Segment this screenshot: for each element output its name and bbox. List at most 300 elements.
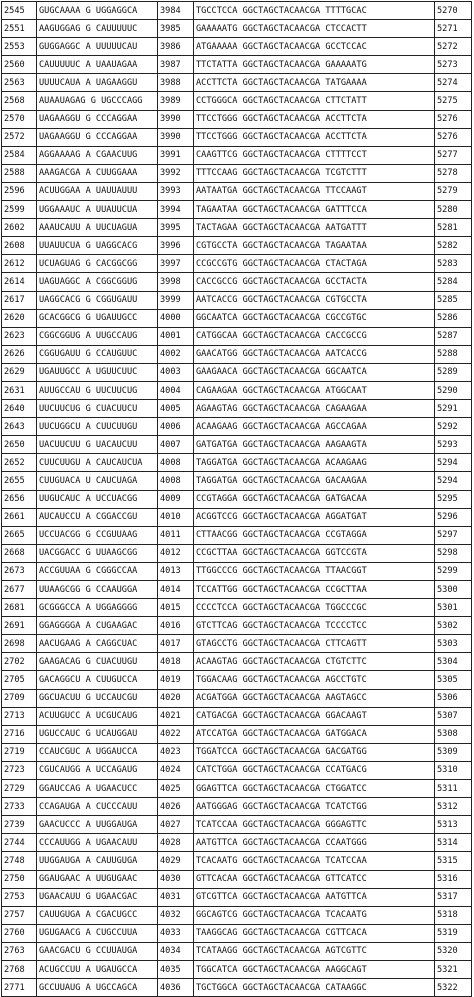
seq-id-cell: 3995 [158, 219, 194, 237]
enzyme-seq-id-cell: 5271 [435, 20, 472, 38]
table-row [2, 255, 472, 273]
site-position-cell: 2568 [2, 92, 37, 110]
enzyme-sequence-cell: CACCGCCG GGCTAGCTACAACGA GCCTACTA [194, 273, 435, 291]
enzyme-seq-id-cell: 5287 [435, 327, 472, 345]
table-row [2, 562, 472, 580]
site-position-cell: 2702 [2, 653, 37, 671]
table-row [2, 472, 472, 490]
enzyme-seq-id-cell: 5297 [435, 526, 472, 544]
seq-id-cell: 4006 [158, 418, 194, 436]
enzyme-seq-id-cell: 5275 [435, 92, 472, 110]
target-sequence-cell: ACUUGGAA A UAUUAUUU [37, 182, 158, 200]
target-sequence-cell: UUGUCAUC A UCCUACGG [37, 490, 158, 508]
seq-id-cell: 3986 [158, 38, 194, 56]
table-row [2, 182, 472, 200]
site-position-cell: 2614 [2, 273, 37, 291]
target-sequence-cell: AACUGAAG A CAGGCUAC [37, 635, 158, 653]
enzyme-sequence-cell: GGCAGTCG GGCTAGCTACAACGA TCACAATG [194, 906, 435, 924]
table-row [2, 436, 472, 454]
enzyme-sequence-cell: ATCCATGA GGCTAGCTACAACGA GATGGACA [194, 725, 435, 743]
seq-id-cell: 4019 [158, 671, 194, 689]
enzyme-seq-id-cell: 5304 [435, 653, 472, 671]
enzyme-seq-id-cell: 5303 [435, 635, 472, 653]
site-position-cell: 2719 [2, 743, 37, 761]
table-row [2, 110, 472, 128]
target-sequence-cell: GGCUACUU G UCCAUCGU [37, 689, 158, 707]
enzyme-seq-id-cell: 5289 [435, 363, 472, 381]
enzyme-sequence-cell: CCCCTCCA GGCTAGCTACAACGA TGGCCCGC [194, 599, 435, 617]
enzyme-seq-id-cell: 5277 [435, 146, 472, 164]
enzyme-sequence-cell: CATGACGA GGCTAGCTACAACGA GGACAAGT [194, 707, 435, 725]
enzyme-sequence-cell: TCCATTGG GGCTAGCTACAACGA CCGCTTAA [194, 581, 435, 599]
target-sequence-cell: UCUAGUAG G CACGGCGG [37, 255, 158, 273]
table-row [2, 2, 472, 20]
target-sequence-cell: AUCAUCCU A CGGACCGU [37, 508, 158, 526]
seq-id-cell: 4027 [158, 816, 194, 834]
enzyme-sequence-cell: TAAGGCAG GGCTAGCTACAACGA CGTTCACA [194, 924, 435, 942]
site-position-cell: 2729 [2, 780, 37, 798]
site-position-cell: 2626 [2, 345, 37, 363]
table-row [2, 924, 472, 942]
target-sequence-cell: UAGAAGGU G CCCAGGAA [37, 128, 158, 146]
enzyme-sequence-cell: TAGAATAA GGCTAGCTACAACGA GATTTCCA [194, 201, 435, 219]
enzyme-sequence-cell: ACGATGGA GGCTAGCTACAACGA AAGTAGCC [194, 689, 435, 707]
enzyme-seq-id-cell: 5321 [435, 960, 472, 978]
table-row [2, 780, 472, 798]
enzyme-sequence-cell: TTGGCCCG GGCTAGCTACAACGA TTAACGGT [194, 562, 435, 580]
target-sequence-cell: GAACGACU G CCUUAUGA [37, 942, 158, 960]
enzyme-sequence-cell: TTCTATTA GGCTAGCTACAACGA GAAAAATG [194, 56, 435, 74]
enzyme-seq-id-cell: 5284 [435, 273, 472, 291]
enzyme-seq-id-cell: 5273 [435, 56, 472, 74]
site-position-cell: 2560 [2, 56, 37, 74]
enzyme-sequence-cell: TCATCCAA GGCTAGCTACAACGA GGGAGTTC [194, 816, 435, 834]
seq-id-cell: 4005 [158, 400, 194, 418]
table-row [2, 942, 472, 960]
target-sequence-cell: UGUGAACG A CUGCCUUA [37, 924, 158, 942]
enzyme-seq-id-cell: 5288 [435, 345, 472, 363]
site-position-cell: 2760 [2, 924, 37, 942]
site-position-cell: 2753 [2, 888, 37, 906]
site-position-cell: 2739 [2, 816, 37, 834]
enzyme-seq-id-cell: 5270 [435, 2, 472, 20]
site-position-cell: 2620 [2, 309, 37, 327]
enzyme-seq-id-cell: 5281 [435, 219, 472, 237]
seq-id-cell: 4008 [158, 472, 194, 490]
seq-id-cell: 4010 [158, 508, 194, 526]
target-sequence-cell: UUGGAUGA A CAUUGUGA [37, 852, 158, 870]
target-sequence-cell: GCGGGCCA A UGGAGGGG [37, 599, 158, 617]
target-sequence-cell: CUUGUACA U CAUCUAGA [37, 472, 158, 490]
enzyme-seq-id-cell: 5320 [435, 942, 472, 960]
seq-id-cell: 4009 [158, 490, 194, 508]
table-row [2, 74, 472, 92]
table-row [2, 345, 472, 363]
table-row [2, 599, 472, 617]
enzyme-seq-id-cell: 5305 [435, 671, 472, 689]
enzyme-seq-id-cell: 5280 [435, 201, 472, 219]
table-row [2, 888, 472, 906]
site-position-cell: 2570 [2, 110, 37, 128]
site-position-cell: 2572 [2, 128, 37, 146]
enzyme-sequence-cell: GTCGTTCA GGCTAGCTACAACGA AATGTTCA [194, 888, 435, 906]
table-row [2, 20, 472, 38]
sequence-table [1, 1, 472, 997]
site-position-cell: 2681 [2, 599, 37, 617]
enzyme-sequence-cell: TGCCTCCA GGCTAGCTACAACGA TTTTGCAC [194, 2, 435, 20]
enzyme-seq-id-cell: 5300 [435, 581, 472, 599]
site-position-cell: 2640 [2, 400, 37, 418]
enzyme-sequence-cell: CAAGTTCG GGCTAGCTACAACGA CTTTTCCT [194, 146, 435, 164]
target-sequence-cell: CAUUGUGA A CGACUGCC [37, 906, 158, 924]
enzyme-seq-id-cell: 5318 [435, 906, 472, 924]
target-sequence-cell: UAGGCACG G CGGUGAUU [37, 291, 158, 309]
enzyme-seq-id-cell: 5306 [435, 689, 472, 707]
table-row [2, 164, 472, 182]
seq-id-cell: 3998 [158, 273, 194, 291]
enzyme-seq-id-cell: 5292 [435, 418, 472, 436]
table-row [2, 526, 472, 544]
site-position-cell: 2563 [2, 74, 37, 92]
seq-id-cell: 3987 [158, 56, 194, 74]
table-row [2, 146, 472, 164]
seq-id-cell: 4011 [158, 526, 194, 544]
enzyme-sequence-cell: AGAAGTAG GGCTAGCTACAACGA CAGAAGAA [194, 400, 435, 418]
enzyme-seq-id-cell: 5307 [435, 707, 472, 725]
target-sequence-cell: CAUUUUUC A UAAUAGAA [37, 56, 158, 74]
seq-id-cell: 4021 [158, 707, 194, 725]
enzyme-seq-id-cell: 5276 [435, 110, 472, 128]
site-position-cell: 2643 [2, 418, 37, 436]
enzyme-sequence-cell: CAGAAGAA GGCTAGCTACAACGA ATGGCAAT [194, 381, 435, 399]
enzyme-seq-id-cell: 5317 [435, 888, 472, 906]
target-sequence-cell: CUUCUUGU A CAUCAUCUA [37, 454, 158, 472]
enzyme-sequence-cell: ATGAAAAA GGCTAGCTACAACGA GCCTCCAC [194, 38, 435, 56]
target-sequence-cell: GCCUUAUG A UGCCAGCA [37, 979, 158, 997]
site-position-cell: 2596 [2, 182, 37, 200]
site-position-cell: 2723 [2, 761, 37, 779]
seq-id-cell: 4018 [158, 653, 194, 671]
target-sequence-cell: UCCUACGG G CCGUUAAG [37, 526, 158, 544]
enzyme-sequence-cell: ACGGTCCG GGCTAGCTACAACGA AGGATGAT [194, 508, 435, 526]
target-sequence-cell: GCACGGCG G UGAUUGCC [37, 309, 158, 327]
enzyme-sequence-cell: TGGACAAG GGCTAGCTACAACGA AGCCTGTC [194, 671, 435, 689]
enzyme-seq-id-cell: 5285 [435, 291, 472, 309]
target-sequence-cell: GUGCAAAA G UGGAGGCA [37, 2, 158, 20]
enzyme-sequence-cell: GTAGCCTG GGCTAGCTACAACGA CTTCAGTT [194, 635, 435, 653]
site-position-cell: 2661 [2, 508, 37, 526]
seq-id-cell: 3984 [158, 2, 194, 20]
enzyme-sequence-cell: TGGCATCA GGCTAGCTACAACGA AAGGCAGT [194, 960, 435, 978]
target-sequence-cell: ACUUGUCC A UCGUCAUG [37, 707, 158, 725]
target-sequence-cell: AUAAUAGAG G UGCCCAGG [37, 92, 158, 110]
enzyme-sequence-cell: TGCTGGCA GGCTAGCTACAACGA CATAAGGC [194, 979, 435, 997]
enzyme-sequence-cell: ACAAGAAG GGCTAGCTACAACGA AGCCAGAA [194, 418, 435, 436]
enzyme-sequence-cell: TCATAAGG GGCTAGCTACAACGA AGTCGTTC [194, 942, 435, 960]
seq-id-cell: 3990 [158, 110, 194, 128]
site-position-cell: 2716 [2, 725, 37, 743]
enzyme-seq-id-cell: 5312 [435, 798, 472, 816]
enzyme-sequence-cell: TTCCTGGG GGCTAGCTACAACGA ACCTTCTA [194, 110, 435, 128]
enzyme-sequence-cell: GGAGTTCA GGCTAGCTACAACGA CTGGATCC [194, 780, 435, 798]
table-row [2, 834, 472, 852]
seq-id-cell: 4034 [158, 942, 194, 960]
enzyme-seq-id-cell: 5311 [435, 780, 472, 798]
enzyme-sequence-cell: CTTAACGG GGCTAGCTACAACGA CCGTAGGA [194, 526, 435, 544]
seq-id-cell: 4032 [158, 906, 194, 924]
site-position-cell: 2617 [2, 291, 37, 309]
seq-id-cell: 4028 [158, 834, 194, 852]
enzyme-seq-id-cell: 5279 [435, 182, 472, 200]
seq-id-cell: 4017 [158, 635, 194, 653]
table-row [2, 400, 472, 418]
table-row [2, 309, 472, 327]
target-sequence-cell: AGGAAAAG A CGAACUUG [37, 146, 158, 164]
enzyme-seq-id-cell: 5322 [435, 979, 472, 997]
seq-id-cell: 3988 [158, 74, 194, 92]
target-sequence-cell: AUUGCCAU G UUCUUCUG [37, 381, 158, 399]
table-row [2, 363, 472, 381]
enzyme-sequence-cell: AATGTTCA GGCTAGCTACAACGA CCAATGGG [194, 834, 435, 852]
site-position-cell: 2584 [2, 146, 37, 164]
enzyme-seq-id-cell: 5301 [435, 599, 472, 617]
site-position-cell: 2553 [2, 38, 37, 56]
enzyme-sequence-cell: CCGTAGGA GGCTAGCTACAACGA GATGACAA [194, 490, 435, 508]
table-row [2, 490, 472, 508]
enzyme-sequence-cell: CATGGCAA GGCTAGCTACAACGA CACCGCCG [194, 327, 435, 345]
site-position-cell: 2757 [2, 906, 37, 924]
table-row [2, 689, 472, 707]
enzyme-seq-id-cell: 5290 [435, 381, 472, 399]
enzyme-seq-id-cell: 5294 [435, 454, 472, 472]
site-position-cell: 2733 [2, 798, 37, 816]
table-row [2, 852, 472, 870]
enzyme-sequence-cell: TGGATCCA GGCTAGCTACAACGA GACGATGG [194, 743, 435, 761]
table-row [2, 870, 472, 888]
site-position-cell: 2750 [2, 870, 37, 888]
seq-id-cell: 4024 [158, 761, 194, 779]
seq-id-cell: 4022 [158, 725, 194, 743]
target-sequence-cell: UGUCCAUC G UCAUGGAU [37, 725, 158, 743]
target-sequence-cell: UGAUUGCC A UGUUCUUC [37, 363, 158, 381]
site-position-cell: 2665 [2, 526, 37, 544]
seq-id-cell: 4012 [158, 544, 194, 562]
site-position-cell: 2691 [2, 617, 37, 635]
target-sequence-cell: CGGCGGUG A UUGCCAUG [37, 327, 158, 345]
enzyme-seq-id-cell: 5302 [435, 617, 472, 635]
site-position-cell: 2656 [2, 490, 37, 508]
enzyme-seq-id-cell: 5294 [435, 472, 472, 490]
table-row [2, 38, 472, 56]
enzyme-sequence-cell: GAACATGG GGCTAGCTACAACGA AATCACCG [194, 345, 435, 363]
enzyme-seq-id-cell: 5274 [435, 74, 472, 92]
enzyme-sequence-cell: TACTAGAA GGCTAGCTACAACGA AATGATTT [194, 219, 435, 237]
seq-id-cell: 4014 [158, 581, 194, 599]
site-position-cell: 2768 [2, 960, 37, 978]
table-row [2, 743, 472, 761]
target-sequence-cell: CCAGAUGA A CUCCCAUU [37, 798, 158, 816]
seq-id-cell: 3989 [158, 92, 194, 110]
target-sequence-cell: UUCUGGCU A CUUCUUGU [37, 418, 158, 436]
site-position-cell: 2668 [2, 544, 37, 562]
target-sequence-cell: UGGAAAUC A UUAUUCUA [37, 201, 158, 219]
seq-id-cell: 3994 [158, 201, 194, 219]
seq-id-cell: 4003 [158, 363, 194, 381]
enzyme-seq-id-cell: 5278 [435, 164, 472, 182]
target-sequence-cell: UAGAAGGU G CCCAGGAA [37, 110, 158, 128]
enzyme-seq-id-cell: 5283 [435, 255, 472, 273]
target-sequence-cell: UGAACAUU G UGAACGAC [37, 888, 158, 906]
enzyme-sequence-cell: CCTGGGCA GGCTAGCTACAACGA CTTCTATT [194, 92, 435, 110]
table-row [2, 201, 472, 219]
site-position-cell: 2631 [2, 381, 37, 399]
enzyme-seq-id-cell: 5314 [435, 834, 472, 852]
seq-id-cell: 3990 [158, 128, 194, 146]
table-row [2, 761, 472, 779]
site-position-cell: 2763 [2, 942, 37, 960]
target-sequence-cell: CGGUGAUU G CCAUGUUC [37, 345, 158, 363]
seq-id-cell: 4016 [158, 617, 194, 635]
seq-id-cell: 4015 [158, 599, 194, 617]
enzyme-sequence-cell: AATCACCG GGCTAGCTACAACGA CGTGCCTA [194, 291, 435, 309]
seq-id-cell: 4031 [158, 888, 194, 906]
target-sequence-cell: UACGGACC G UUAAGCGG [37, 544, 158, 562]
seq-id-cell: 4030 [158, 870, 194, 888]
enzyme-seq-id-cell: 5282 [435, 237, 472, 255]
target-sequence-cell: UACUUCUU G UACAUCUU [37, 436, 158, 454]
site-position-cell: 2623 [2, 327, 37, 345]
seq-id-cell: 4013 [158, 562, 194, 580]
table-row [2, 979, 472, 997]
sequence-table-body [2, 2, 472, 997]
seq-id-cell: 4033 [158, 924, 194, 942]
seq-id-cell: 3985 [158, 20, 194, 38]
table-row [2, 454, 472, 472]
enzyme-sequence-cell: CCGCTTAA GGCTAGCTACAACGA GGTCCGTA [194, 544, 435, 562]
target-sequence-cell: ACUGCCUU A UGAUGCCA [37, 960, 158, 978]
site-position-cell: 2673 [2, 562, 37, 580]
enzyme-seq-id-cell: 5298 [435, 544, 472, 562]
table-row [2, 327, 472, 345]
site-position-cell: 2599 [2, 201, 37, 219]
enzyme-sequence-cell: AATGGGAG GGCTAGCTACAACGA TCATCTGG [194, 798, 435, 816]
seq-id-cell: 4036 [158, 979, 194, 997]
site-position-cell: 2771 [2, 979, 37, 997]
table-row [2, 56, 472, 74]
target-sequence-cell: UUAAGCGG G CCAAUGGA [37, 581, 158, 599]
table-row [2, 798, 472, 816]
target-sequence-cell: AAAUCAUU A UUCUAGUA [37, 219, 158, 237]
table-row [2, 635, 472, 653]
enzyme-seq-id-cell: 5286 [435, 309, 472, 327]
target-sequence-cell: CCCAUUGG A UGAACAUU [37, 834, 158, 852]
enzyme-sequence-cell: GGCAATCA GGCTAGCTACAACGA CGCCGTGC [194, 309, 435, 327]
table-row [2, 617, 472, 635]
target-sequence-cell: GGAGGGGA A CUGAAGAC [37, 617, 158, 635]
table-row [2, 816, 472, 834]
table-row [2, 219, 472, 237]
target-sequence-cell: GUGGAGGC A UUUUUCAU [37, 38, 158, 56]
enzyme-sequence-cell: AATAATGA GGCTAGCTACAACGA TTCCAAGT [194, 182, 435, 200]
enzyme-seq-id-cell: 5272 [435, 38, 472, 56]
enzyme-sequence-cell: GATGATGA GGCTAGCTACAACGA AAGAAGTA [194, 436, 435, 454]
table-row [2, 544, 472, 562]
seq-id-cell: 4029 [158, 852, 194, 870]
enzyme-seq-id-cell: 5299 [435, 562, 472, 580]
enzyme-sequence-cell: GTTCACAA GGCTAGCTACAACGA GTTCATCC [194, 870, 435, 888]
target-sequence-cell: UUUUCAUA A UAGAAGGU [37, 74, 158, 92]
enzyme-seq-id-cell: 5315 [435, 852, 472, 870]
seq-id-cell: 4007 [158, 436, 194, 454]
target-sequence-cell: ACCGUUAA G CGGGCCAA [37, 562, 158, 580]
table-row [2, 273, 472, 291]
table-row [2, 128, 472, 146]
target-sequence-cell: UUCUUCUG G CUACUUCU [37, 400, 158, 418]
seq-id-cell: 3991 [158, 146, 194, 164]
table-row [2, 237, 472, 255]
enzyme-seq-id-cell: 5296 [435, 508, 472, 526]
site-position-cell: 2655 [2, 472, 37, 490]
seq-id-cell: 4004 [158, 381, 194, 399]
table-row [2, 906, 472, 924]
enzyme-sequence-cell: CGTGCCTA GGCTAGCTACAACGA TAGAATAA [194, 237, 435, 255]
target-sequence-cell: GGAUCCAG A UGAACUCC [37, 780, 158, 798]
seq-id-cell: 3993 [158, 182, 194, 200]
enzyme-sequence-cell: ACCTTCTA GGCTAGCTACAACGA TATGAAAA [194, 74, 435, 92]
enzyme-seq-id-cell: 5276 [435, 128, 472, 146]
target-sequence-cell: GACAGGCU A CUUGUCCA [37, 671, 158, 689]
site-position-cell: 2650 [2, 436, 37, 454]
table-row [2, 581, 472, 599]
site-position-cell: 2748 [2, 852, 37, 870]
enzyme-seq-id-cell: 5291 [435, 400, 472, 418]
enzyme-seq-id-cell: 5295 [435, 490, 472, 508]
enzyme-sequence-cell: GAAGAACA GGCTAGCTACAACGA GGCAATCA [194, 363, 435, 381]
table-row [2, 653, 472, 671]
enzyme-seq-id-cell: 5293 [435, 436, 472, 454]
seq-id-cell: 4008 [158, 454, 194, 472]
seq-id-cell: 3996 [158, 237, 194, 255]
seq-id-cell: 4026 [158, 798, 194, 816]
enzyme-seq-id-cell: 5310 [435, 761, 472, 779]
site-position-cell: 2545 [2, 2, 37, 20]
table-row [2, 671, 472, 689]
target-sequence-cell: GAACUCCC A UUGGAUGA [37, 816, 158, 834]
site-position-cell: 2608 [2, 237, 37, 255]
enzyme-seq-id-cell: 5319 [435, 924, 472, 942]
enzyme-sequence-cell: TAGGATGA GGCTAGCTACAACGA GACAAGAA [194, 472, 435, 490]
seq-id-cell: 4001 [158, 327, 194, 345]
site-position-cell: 2709 [2, 689, 37, 707]
table-row [2, 508, 472, 526]
enzyme-sequence-cell: TTTCCAAG GGCTAGCTACAACGA TCGTCTTT [194, 164, 435, 182]
table-row [2, 707, 472, 725]
target-sequence-cell: AAAGACGA A CUUGGAAA [37, 164, 158, 182]
site-position-cell: 2602 [2, 219, 37, 237]
enzyme-sequence-cell: TTCCTGGG GGCTAGCTACAACGA ACCTTCTA [194, 128, 435, 146]
site-position-cell: 2612 [2, 255, 37, 273]
seq-id-cell: 4025 [158, 780, 194, 798]
enzyme-sequence-cell: ACAAGTAG GGCTAGCTACAACGA CTGTCTTC [194, 653, 435, 671]
enzyme-sequence-cell: CCGCCGTG GGCTAGCTACAACGA CTACTAGA [194, 255, 435, 273]
enzyme-seq-id-cell: 5308 [435, 725, 472, 743]
seq-id-cell: 3999 [158, 291, 194, 309]
table-row [2, 725, 472, 743]
site-position-cell: 2705 [2, 671, 37, 689]
site-position-cell: 2713 [2, 707, 37, 725]
target-sequence-cell: CGUCAUGG A UCCAGAUG [37, 761, 158, 779]
enzyme-sequence-cell: GTCTTCAG GGCTAGCTACAACGA TCCCCTCC [194, 617, 435, 635]
